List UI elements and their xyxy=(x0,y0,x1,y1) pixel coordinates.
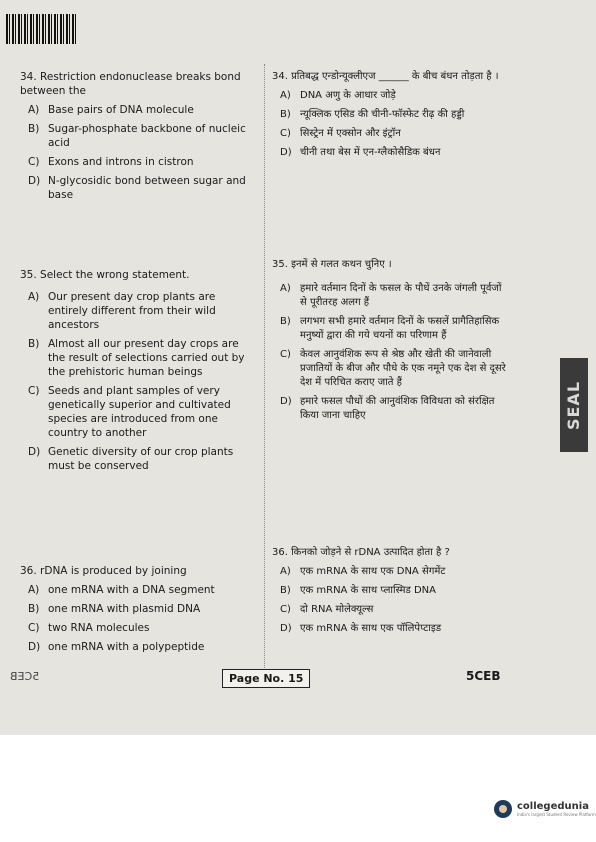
booklet-code: 5CEB xyxy=(466,669,501,683)
option-c: C) two RNA molecules xyxy=(28,622,150,634)
option-b: B) न्यूक्लिक एसिड की चीनी-फॉस्फेट रीढ़ की हड्डी xyxy=(280,109,465,120)
column-divider xyxy=(264,64,265,676)
question-35-en xyxy=(20,268,256,473)
page-number: Page No. 15 xyxy=(222,669,310,688)
brand-name: collegedunia xyxy=(517,801,589,812)
option-a: A) Our present day crop plants are entirely different from their wild ancestors xyxy=(28,291,216,331)
question-stem: 36. rDNA is produced by joining xyxy=(20,565,187,577)
brand-tagline: India's largest Student Review Platform xyxy=(517,812,596,817)
option-a: A) DNA अणु के आधार जोड़े xyxy=(280,90,396,101)
option-b: B) एक mRNA के साथ प्लास्मिड DNA xyxy=(280,585,436,596)
option-b: B) लगभग सभी हमारे वर्तमान दिनों के फसलें प्रागैतिहासिक मनुष्यों द्वारा की गये चयनों का परिणाम हैं xyxy=(280,316,500,341)
option-c: C) Seeds and plant samples of very genetically superior and cultivated species are introduced from one country to another xyxy=(28,385,231,439)
option-d: D) Genetic diversity of our crop plants must be conserved xyxy=(28,446,234,472)
question-stem: 35. इनमें से गलत कथन चुनिए । xyxy=(272,259,392,270)
brand-logo-icon xyxy=(494,800,512,818)
option-c: C) सिस्ट्रेन में एक्सोन और इंट्रॉन xyxy=(280,128,401,139)
question-34-en xyxy=(20,70,256,202)
question-stem: 34. प्रतिबद्ध एन्डोन्यूक्लीएज ______ के बीच बंधन तोड़ता है । xyxy=(272,71,499,82)
option-b: B) Sugar-phosphate backbone of nucleic acid xyxy=(28,123,246,149)
option-d: D) चीनी तथा बेस में एन-ग्लैकोसैडिक बंधन xyxy=(280,147,441,158)
option-d: D) हमारे फसल पौधों की आनुवंशिक विविधता को संरक्षित किया जाना चाहिए xyxy=(280,396,495,421)
option-b: B) Almost all our present day crops are the result of selections carried out by the prehistoric human beings xyxy=(28,338,245,378)
option-a: A) हमारे वर्तमान दिनों के फसल के पौधें उनके जंगली पूर्वजों से पूरीतरह अलग हैं xyxy=(280,283,502,308)
seal-tab: SEAL xyxy=(560,358,588,452)
question-36-hi xyxy=(272,546,510,636)
option-a: A) Base pairs of DNA molecule xyxy=(28,104,194,116)
option-c: C) Exons and introns in cistron xyxy=(28,156,194,168)
question-36-en xyxy=(20,564,256,654)
barcode xyxy=(6,14,76,44)
option-d: D) एक mRNA के साथ एक पॉलिपेप्टाइड xyxy=(280,623,442,634)
option-a: A) one mRNA with a DNA segment xyxy=(28,584,215,596)
question-34-hi xyxy=(272,70,510,160)
option-d: D) N-glycosidic bond between sugar and base xyxy=(28,175,246,201)
option-b: B) one mRNA with plasmid DNA xyxy=(28,603,201,615)
option-c: C) दो RNA मोलेक्यूल्स xyxy=(280,604,374,615)
option-d: D) one mRNA with a polypeptide xyxy=(28,641,205,653)
watermark-brand xyxy=(494,800,596,818)
question-35-hi xyxy=(272,258,510,423)
mirrored-code: 5CEB xyxy=(10,670,40,683)
option-c: C) केवल आनुवंशिक रूप से श्रेष्ठ और खेती की जानेवाली प्रजातियों के बीज और पौधे के एक नमूने एक देश से दूसरे देश में परिचित कराए जाते हैं xyxy=(280,349,506,388)
option-a: A) एक mRNA के साथ एक DNA सेगमेंट xyxy=(280,566,446,577)
question-stem: 36. किनको जोड़ने से rDNA उत्पादित होता है ? xyxy=(272,547,450,558)
question-stem: 35. Select the wrong statement. xyxy=(20,269,190,281)
question-stem: 34. Restriction endonuclease breaks bond between the xyxy=(20,71,241,97)
